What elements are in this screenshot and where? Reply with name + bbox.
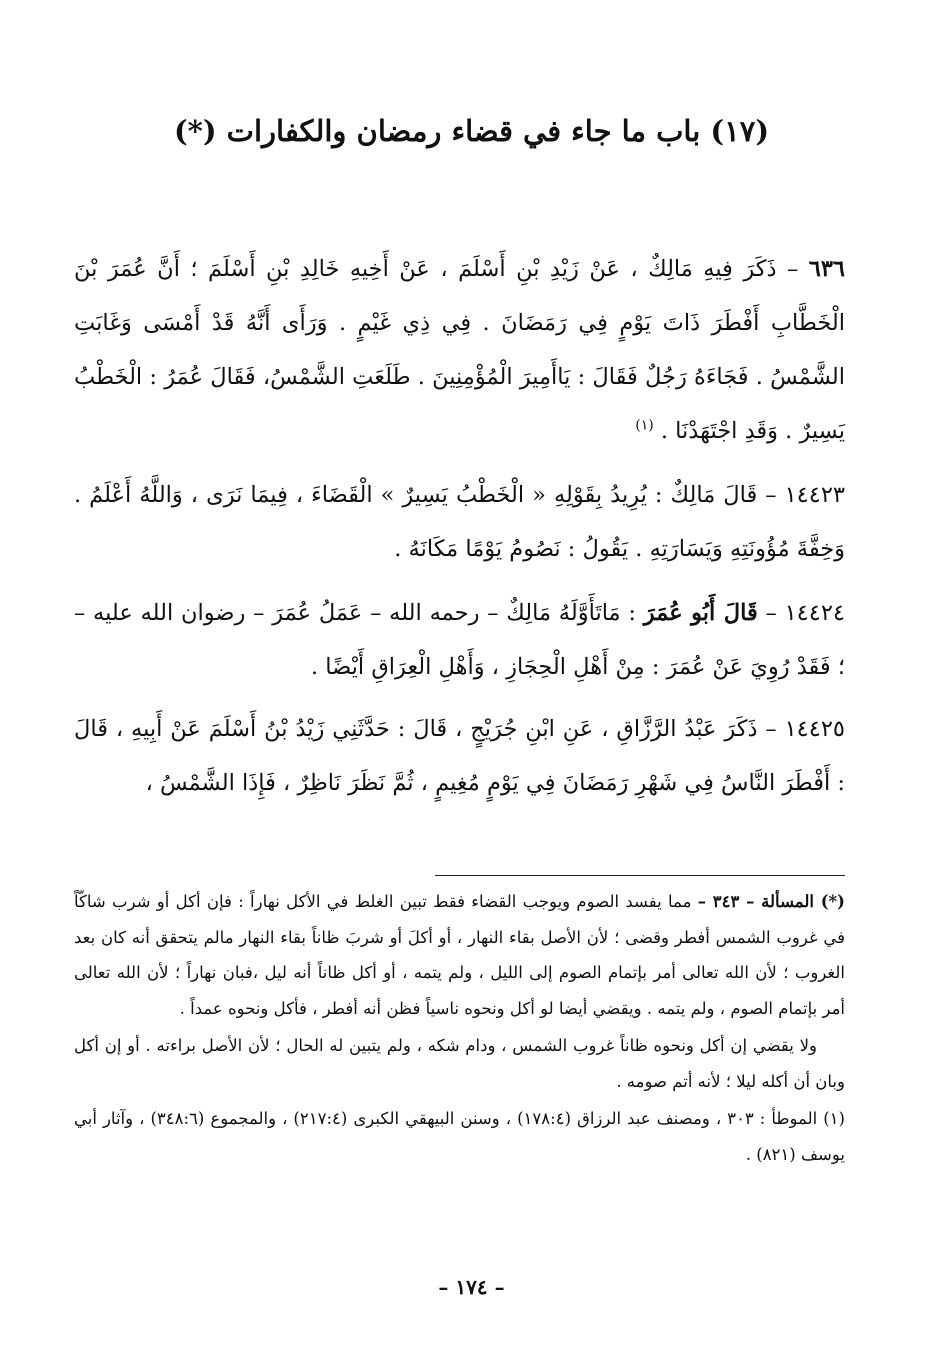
footnote-divider [435, 875, 845, 876]
paragraph-636 [74, 242, 845, 458]
paragraph-text: : مَاتَأَوَّلَهُ مَالِكٌ – رحمه الله – عَمَلُ عُمَرَ – رضوان الله عليه – ؛ فَقَدْ رُوِيَ عَنْ عُمَرَ : مِنْ أَهْلِ الْحِجَازِ ، وَأَهْلِ الْعِرَاقِ أَيْضًا . [74, 600, 845, 680]
issue-note [74, 884, 845, 1026]
paragraph-number: ١٤٤٢٤ [784, 600, 845, 626]
paragraph-dash: – [757, 600, 785, 626]
paragraph-text: قَالَ مَالِكٌ : يُرِيدُ بِقَوْلِهِ « الْخَطْبُ يَسِيرٌ » الْقَضَاءَ ، فِيمَا نَرَى ، وَاللَّهُ أَعْلَمُ . وَخِفَّةَ مُؤُونَتِهِ وَيَسَارَتِهِ . يَقُولُ : نَصُومُ يَوْمًا مَكَانَهُ . [74, 482, 845, 562]
paragraph-dash: – [757, 482, 785, 508]
paragraph-text: ذَكَرَ عَبْدُ الرَّزَّاقِ ، عَنِ ابْنِ جُرَيْجٍ ، قَالَ : حَدَّثَنِي زَيْدُ بْنُ أَسْلَمَ عَنْ أَبِيهِ ، قَالَ : أَفْطَرَ النَّاسُ فِي شَهْرِ رَمَضَانَ فِي يَوْمٍ مُغِيمٍ ، ثُمَّ نَظَرَ نَاظِرٌ ، فَإِذَا الشَّمْسُ ، [74, 716, 845, 796]
issue-label: (*) المسألة – ٣٤٣ – [697, 892, 845, 911]
page-number: – ١٧٤ – [438, 1275, 505, 1299]
issue-text: مما يفسد الصوم ويوجب القضاء فقط تبين الغلط في الأكل نهاراً : فإن أكل أو شرب شاكّاً في غروب الشمس أفطر وقضى ؛ لأن الأصل بقاء النهار ، أو أكلَ أو شربَ ظاناً بقاء النهار مالم يتحقق أنه كان بعد الغروب ؛ لأن الله تعالى أمر بإتمام الصوم إلى الليل ، ولم يتمه ، أو أكل ظاناً أنه ليل ،فبان نهاراً ؛ لأن الله تعالى أمر بإتمام الصوم ، ولم يتمه . ويقضي أيضا لو أكل ونحوه ناسياً فظن أنه أفطر ، فأكل ونحوه عمداً . [74, 892, 845, 1018]
footnote-ref: (١) [635, 417, 654, 434]
paragraph-number: ١٤٤٢٣ [784, 482, 845, 508]
footnotes [74, 884, 845, 1172]
issue-note-continued: ولا يقضي إن أكل ونحوه ظاناً غروب الشمس ، ودام شكه ، ولم يتبين له الحال ؛ لأن الأصل براءته . أو إن أكل وبان أن أكله ليلا ؛ لأنه أتم صومه . [74, 1036, 845, 1091]
paragraph-number: ١٤٤٢٥ [784, 716, 845, 742]
paragraph-14423 [74, 468, 845, 576]
speaker-lead: قَالَ أَبُو عُمَرَ [643, 600, 758, 626]
paragraph-text: ذَكَرَ فِيهِ مَالِكٌ ، عَنْ زَيْدِ بْنِ أَسْلَمَ ، عَنْ أَخِيهِ خَالِدِ بْنِ أَسْلَمَ ؛ أَنَّ عُمَرَ بْنَ الْخَطَّابِ أَفْطَرَ ذَاتَ يَوْمٍ فِي رَمَضَانَ . فِي ذِي غَيْمٍ . وَرَأَى أَنَّهُ قَدْ أَمْسَى وَغَابَتِ الشَّمْسُ . فَجَاءَهُ رَجُلٌ فَقَالَ : يَاأَمِيرَ الْمُؤْمِنِينَ . طَلَعَتِ الشَّمْسُ، فَقَالَ عُمَرُ : الْخَطْبُ يَسِيرٌ . وَقَدِ اجْتَهَدْنَا . [74, 256, 845, 444]
paragraph-dash: – [776, 256, 809, 282]
footnote-1: (١) الموطأ : ٣٠٣ ، ومصنف عبد الرزاق (١٧٨:٤) ، وسنن البيهقي الكبرى (٢١٧:٤) ، والمجموع (٣٤٨:٦) ، وآثار أبي يوسف (٨٢١) . [74, 1109, 845, 1164]
paragraph-14425 [74, 702, 845, 810]
main-text [74, 242, 845, 810]
paragraph-number: ٦٣٦ [808, 256, 845, 282]
paragraph-dash: – [757, 716, 785, 742]
paragraph-14424 [74, 586, 845, 694]
chapter-title: (١٧) باب ما جاء في قضاء رمضان والكفارات (*) [173, 114, 770, 148]
